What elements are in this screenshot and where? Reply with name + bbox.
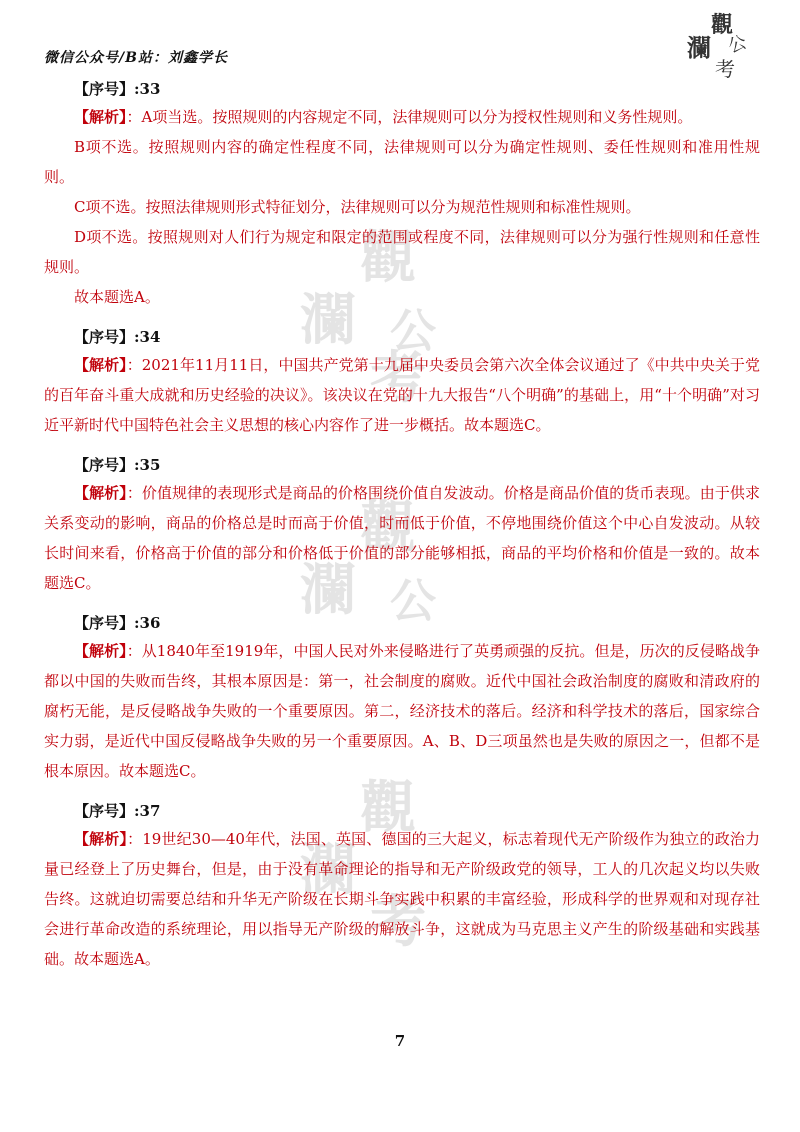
analysis-paragraph	[44, 345, 760, 440]
watermark-char: 瀾	[300, 557, 356, 623]
guanlan-logo	[683, 8, 763, 80]
analysis-text: ：A项当选。按照规则的内容规定不同，法律规则可以分为授权性规则和义务性规则。	[126, 108, 693, 126]
header-source-text: 微信公众号/B站：刘鑫学长	[44, 50, 228, 66]
analysis-paragraph: B项不选。按照规则内容的确定性程度不同，法律规则可以分为确定性规则、委任性规则和准用性规则。	[44, 138, 760, 186]
logo-char-4: 考	[715, 57, 735, 80]
analysis-paragraph: C项不选。按照法律规则形式特征划分，法律规则可以分为规范性规则和标准性规则。	[74, 198, 641, 216]
answer-entry-36	[44, 610, 760, 786]
watermark-char: 公	[390, 574, 436, 628]
sequence-label: 【序号】	[74, 802, 135, 820]
sequence-number: :36	[134, 614, 161, 632]
analysis-text: ：从1840年至1919年，中国人民对外来侵略进行了英勇顽强的反抗。但是，历次的反侵略战争都以中国的失败而告终，其根本原因是：第一，社会制度的腐败。近代中国社会政治制度的腐败和清政府的腐朽无能，是反侵略战争失败的一个重要原因。第二，经济技术的落后。经济和科学技术的落后，国家综合实力弱，是近代中国反侵略战争失败的另一个重要原因。A、B、D三项虽然也是失败的原因之一，但都不是根本原因。故本题选C。	[44, 642, 760, 780]
watermark-char: 觀	[360, 495, 416, 561]
answer-entry-33	[44, 76, 760, 312]
analysis-label: 【解析】	[74, 484, 127, 502]
analysis-paragraph	[44, 824, 760, 974]
analysis-text: ：19世纪30—40年代，法国、英国、德国的三大起义，标志着现代无产阶级作为独立的政治力量已经登上了历史舞台，但是，由于没有革命理论的指导和无产阶级政党的领导，工人的几次起义均以失败告终。这就迫切需要总结和升华无产阶级在长期斗争实践中积累的丰富经验，形成科学的世界观和对现存社会进行革命改造的系统理论，用以指导无产阶级的解放斗争，这就成为马克思主义产生的阶级基础和实践基础。故本题选A。	[44, 830, 760, 968]
sequence-label: 【序号】	[74, 456, 135, 474]
conclusion-paragraph: 故本题选A。	[74, 288, 160, 306]
analysis-paragraph	[44, 102, 760, 132]
watermark-char: 瀾	[300, 837, 356, 903]
sequence-label: 【序号】	[74, 80, 135, 98]
analysis-label: 【解析】	[74, 356, 127, 374]
sequence-number: :35	[134, 456, 161, 474]
analysis-paragraph	[44, 478, 760, 598]
sequence-heading	[44, 610, 760, 636]
watermark-char: 考	[370, 345, 426, 411]
sequence-label: 【序号】	[74, 614, 135, 632]
answer-content	[44, 76, 760, 986]
analysis-paragraph: D项不选。按照规则对人们行为规定和限定的范围或程度不同，法律规则可以分为强行性规则和任意性规则。	[44, 228, 760, 276]
page-number: 7	[394, 1032, 406, 1050]
watermark-char: 瀾	[300, 287, 356, 353]
analysis-label: 【解析】	[74, 830, 128, 848]
watermark-char: 考	[370, 889, 426, 955]
answer-entry-35	[44, 452, 760, 598]
answer-entry-37	[44, 798, 760, 974]
analysis-text: ：2021年11月11日，中国共产党第十九届中央委员会第六次全体会议通过了《中共中央关于党的百年奋斗重大成就和历史经验的决议》。该决议在党的十九大报告“八个明确”的基础上，用“十个明确”对习近平新时代中国特色社会主义思想的核心内容作了进一步概括。故本题选C。	[44, 356, 760, 434]
sequence-number: :33	[134, 80, 161, 98]
analysis-paragraph	[44, 636, 760, 786]
sequence-heading	[44, 76, 760, 102]
analysis-label: 【解析】	[74, 108, 127, 126]
sequence-number: :37	[134, 802, 161, 820]
analysis-text: ：价值规律的表现形式是商品的价格围绕价值自发波动。价格是商品价值的货币表现。由于供求关系变动的影响，商品的价格总是时而高于价值，时而低于价值，不停地围绕价值这个中心自发波动。从较长时间来看，价格高于价值的部分和价格低于价值的部分能够相抵，商品的平均价格和价值是一致的。故本题选C。	[44, 484, 760, 592]
analysis-label: 【解析】	[74, 642, 127, 660]
sequence-heading	[44, 798, 760, 824]
watermark-char: 公	[390, 304, 436, 358]
logo-char-2: 瀾	[687, 33, 711, 62]
logo-char-1: 觀	[711, 12, 734, 38]
watermark-char: 觀	[360, 775, 416, 841]
logo-char-3: 公	[725, 31, 750, 58]
sequence-heading	[44, 452, 760, 478]
sequence-heading	[44, 324, 760, 350]
answer-entry-34	[44, 324, 760, 440]
sequence-number: :34	[134, 328, 161, 346]
watermark-char: 觀	[360, 225, 416, 291]
sequence-label: 【序号】	[74, 328, 135, 346]
